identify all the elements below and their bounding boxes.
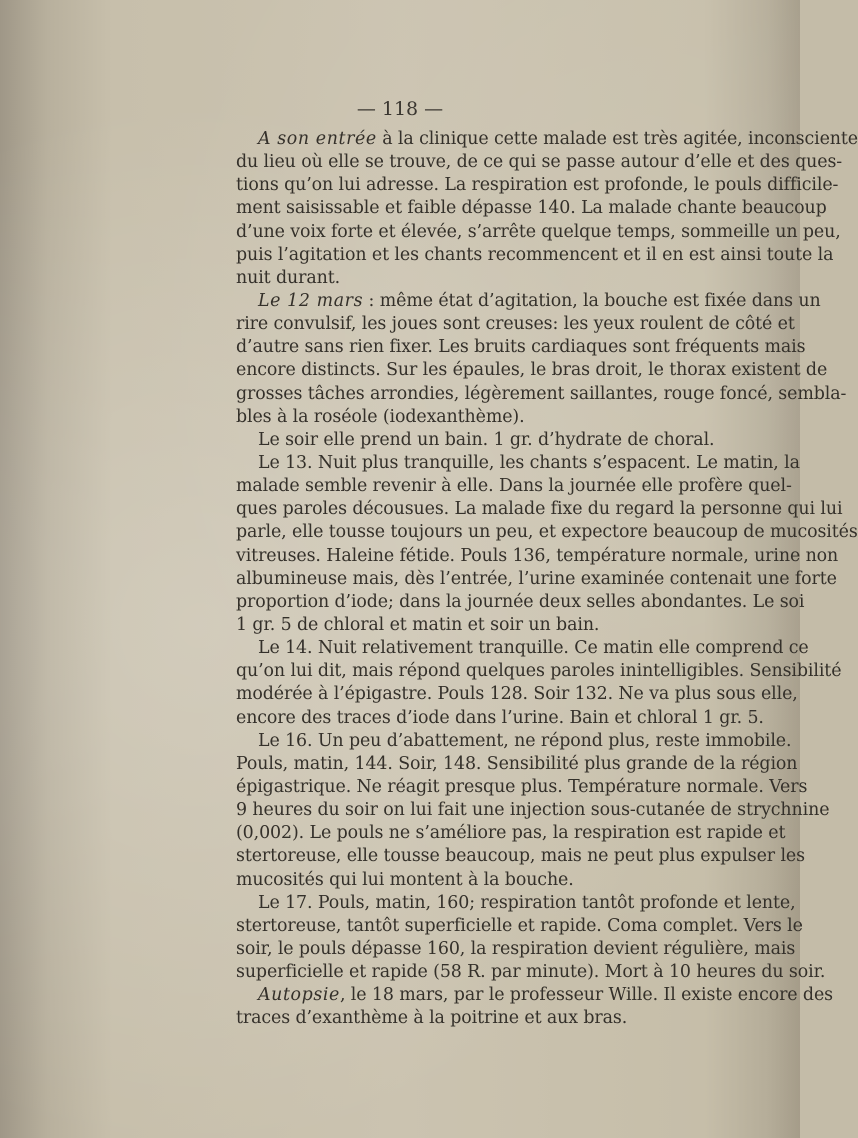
text-line [236, 498, 843, 521]
text-segment: Le 16. Un peu d’abattement, ne répond plus, reste immobile. [258, 730, 792, 751]
text-line [236, 707, 764, 730]
text-segment: soir, le pouls dépasse 160, la respiration devient régulière, mais [236, 938, 796, 959]
text-line [236, 591, 805, 614]
text-segment: , le 18 mars, par le professeur Wille. Il existe encore des [339, 985, 833, 1006]
text-segment: traces d’exanthème à la poitrine et aux bras. [236, 1008, 628, 1029]
text-line [236, 568, 837, 591]
text-line [236, 221, 841, 244]
text-line [236, 984, 833, 1007]
italic-phrase: Le 12 mars [258, 290, 364, 311]
text-segment: proportion d’iode; dans la journée deux selles abondantes. Le soi [236, 591, 805, 612]
body-text [236, 128, 858, 1030]
text-segment: d’une voix forte et élevée, s’arrête quelque temps, sommeille un peu, [236, 221, 841, 242]
text-line [236, 174, 839, 197]
text-line [236, 359, 828, 382]
text-segment: mucosités qui lui montent à la bouche. [236, 869, 574, 890]
text-line [236, 290, 821, 313]
text-line [236, 892, 796, 915]
text-line [236, 406, 682, 429]
text-segment: ques paroles décousues. La malade fixe du regard la personne qui lui [236, 499, 843, 520]
text-line [236, 383, 847, 406]
text-line [236, 915, 803, 938]
text-segment: rire convulsif, les joues sont creuses: les yeux roulent de côté et [236, 314, 795, 335]
text-line [236, 961, 826, 984]
text-segment: malade semble revenir à elle. Dans la journée elle profère quel- [236, 476, 792, 497]
text-segment: puis l’agitation et les chants recommencent et il en est ainsi toute la [236, 244, 834, 265]
text-segment: vitreuses. Haleine fétide. Pouls 136, température normale, urine non [236, 545, 839, 566]
text-segment: Pouls, matin, 144. Soir, 148. Sensibilité plus grande de la région [236, 753, 798, 774]
text-segment: superficielle et rapide (58 R. par minute). Mort à 10 heures du soir. [236, 962, 826, 983]
text-segment: : même état d’agitation, la bouche est fixée dans un [363, 290, 821, 311]
text-segment: d’autre sans rien fixer. Les bruits cardiaques sont fréquents mais [236, 337, 806, 358]
text-segment: stertoreuse, tantôt superficielle et rapide. Coma complet. Vers le [236, 915, 803, 936]
text-segment: ment saisissable et faible dépasse 140. La malade chante beaucoup [236, 198, 827, 219]
text-segment: Le soir elle prend un bain. 1 gr. d’hydrate de choral. [258, 429, 715, 450]
text-line [236, 822, 786, 845]
text-segment: (0,002). Le pouls ne s’améliore pas, la respiration est rapide et [236, 823, 786, 844]
text-line [236, 776, 808, 799]
text-segment: grosses tâches arrondies, légèrement saillantes, rouge foncé, sembla- [236, 383, 847, 404]
text-line [236, 128, 858, 151]
text-segment: tions qu’on lui adresse. La respiration est profonde, le pouls difficile- [236, 175, 839, 196]
text-segment: bles à la roséole (iodexanthème). [236, 406, 525, 427]
italic-phrase: Autopsie [258, 985, 340, 1006]
text-segment: albumineuse mais, dès l’entrée, l’urine examinée contenait une forte [236, 568, 837, 589]
text-line [236, 614, 682, 637]
text-segment: 1 gr. 5 de chloral et matin et soir un bain. [236, 614, 600, 635]
text-line [236, 545, 839, 568]
text-line [236, 799, 830, 822]
page-number: — 118 — [356, 98, 444, 120]
text-line [236, 267, 682, 290]
text-line [236, 197, 827, 220]
text-line [236, 637, 809, 660]
text-segment: 9 heures du soir on lui fait une injection sous-cutanée de strychnine [236, 800, 830, 821]
text-segment: à la clinique cette malade est très agitée, inconsciente [376, 129, 858, 149]
text-line [236, 452, 800, 475]
text-segment: du lieu où elle se trouve, de ce qui se passe autour d’elle et des ques- [236, 152, 843, 173]
text-segment: encore distincts. Sur les épaules, le bras droit, le thorax existent de [236, 360, 828, 381]
text-line [236, 1007, 682, 1030]
text-segment: épigastrique. Ne réagit presque plus. Température normale. Vers [236, 776, 808, 797]
text-segment: parle, elle tousse toujours un peu, et expectore beaucoup de mucosités [236, 522, 858, 543]
text-segment: Le 14. Nuit relativement tranquille. Ce matin elle comprend ce [258, 638, 809, 659]
text-segment: modérée à l’épigastre. Pouls 128. Soir 132. Ne va plus sous elle, [236, 684, 798, 705]
text-segment: encore des traces d’iode dans l’urine. Bain et chloral 1 gr. 5. [236, 707, 764, 728]
text-segment: Le 13. Nuit plus tranquille, les chants s’espacent. Le matin, la [258, 452, 800, 473]
text-line [236, 521, 858, 544]
text-line [236, 683, 798, 706]
text-line [236, 869, 682, 892]
text-line [236, 938, 796, 961]
text-line [236, 660, 842, 683]
text-line [236, 845, 805, 868]
text-line [236, 475, 792, 498]
italic-phrase: A son entrée [258, 129, 377, 149]
text-line [236, 730, 792, 753]
text-segment: qu’on lui dit, mais répond quelques paroles inintelligibles. Sensibilité [236, 661, 842, 682]
text-segment: nuit durant. [236, 267, 341, 288]
text-segment: stertoreuse, elle tousse beaucoup, mais ne peut plus expulser les [236, 846, 805, 867]
text-line [236, 753, 798, 776]
text-line [236, 151, 843, 174]
text-line [236, 336, 806, 359]
text-line [236, 313, 795, 336]
text-line [236, 429, 715, 452]
text-line [236, 244, 834, 267]
text-segment: Le 17. Pouls, matin, 160; respiration tantôt profonde et lente, [258, 892, 796, 913]
